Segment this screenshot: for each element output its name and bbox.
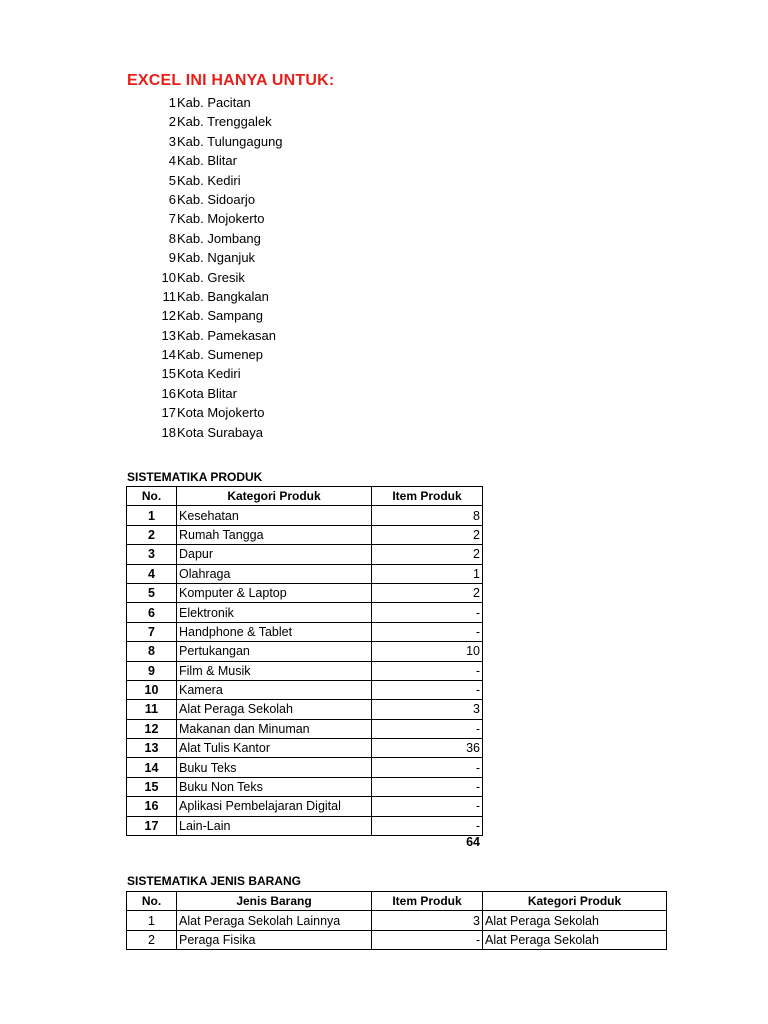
cell-kategori: Alat Peraga Sekolah: [483, 911, 667, 930]
region-item: [127, 287, 427, 306]
cell-item: 10: [372, 642, 483, 661]
header-no: No.: [127, 487, 177, 506]
header-no: No.: [127, 892, 177, 911]
cell-no: 1: [127, 506, 177, 525]
produk-section-title: SISTEMATIKA PRODUK: [127, 470, 263, 484]
region-item: [127, 171, 427, 190]
table-row: [127, 583, 483, 602]
table-row: [127, 603, 483, 622]
cell-item: -: [372, 777, 483, 796]
table-row: [127, 525, 483, 544]
table-row: [127, 719, 483, 738]
region-item: [127, 190, 427, 209]
cell-no: 5: [127, 583, 177, 602]
region-name: Kab. Kediri: [177, 172, 241, 188]
region-name: Kab. Pamekasan: [177, 327, 277, 343]
cell-item: 3: [372, 700, 483, 719]
table-row: [127, 911, 667, 930]
cell-no: 3: [127, 545, 177, 564]
cell-kategori: Lain-Lain: [177, 816, 372, 835]
region-name: Kota Surabaya: [177, 424, 264, 440]
cell-kategori: Alat Tulis Kantor: [177, 739, 372, 758]
cell-kategori: Alat Peraga Sekolah: [177, 700, 372, 719]
cell-kategori: Kesehatan: [177, 506, 372, 525]
page-heading: EXCEL INI HANYA UNTUK:: [127, 72, 335, 89]
region-number: 18: [161, 424, 176, 440]
table-row: [127, 506, 483, 525]
cell-jenis: Peraga Fisika: [177, 930, 372, 949]
region-item: [127, 132, 427, 151]
cell-item: -: [372, 603, 483, 622]
table-row: [127, 797, 483, 816]
region-name: Kab. Nganjuk: [177, 250, 256, 266]
cell-no: 9: [127, 661, 177, 680]
cell-no: 10: [127, 680, 177, 699]
region-name: Kab. Sidoarjo: [177, 191, 256, 207]
region-number: 2: [168, 114, 176, 130]
region-item: [127, 384, 427, 403]
region-item: [127, 306, 427, 325]
header-jenis: Jenis Barang: [177, 892, 372, 911]
table-row: [127, 680, 483, 699]
cell-no: 15: [127, 777, 177, 796]
produk-header-row: [127, 487, 483, 506]
region-item: [127, 423, 427, 442]
region-item: [127, 248, 427, 267]
region-item: [127, 209, 427, 228]
table-row: [127, 622, 483, 641]
header-kategori: Kategori Produk: [483, 892, 667, 911]
cell-no: 8: [127, 642, 177, 661]
cell-item: -: [372, 661, 483, 680]
table-row: [127, 661, 483, 680]
region-name: Kab. Blitar: [177, 153, 237, 169]
region-item: [127, 112, 427, 131]
region-number: 3: [168, 133, 176, 149]
region-number: 11: [162, 288, 176, 304]
cell-kategori: Handphone & Tablet: [177, 622, 372, 641]
region-number: 16: [161, 385, 176, 401]
region-number: 15: [161, 366, 176, 382]
region-name: Kota Blitar: [177, 385, 237, 401]
table-row: [127, 700, 483, 719]
cell-item: 1: [372, 564, 483, 583]
table-row: [127, 739, 483, 758]
region-name: Kab. Sumenep: [177, 347, 264, 363]
jenis-header-row: [127, 892, 667, 911]
cell-kategori: Film & Musik: [177, 661, 372, 680]
region-item: [127, 403, 427, 422]
cell-kategori: Pertukangan: [177, 642, 372, 661]
region-number: 13: [161, 327, 176, 343]
region-item: [127, 229, 427, 248]
cell-kategori: Buku Teks: [177, 758, 372, 777]
cell-item: -: [372, 797, 483, 816]
jenis-section-title: SISTEMATIKA JENIS BARANG: [127, 874, 302, 888]
cell-no: 17: [127, 816, 177, 835]
table-row: [127, 545, 483, 564]
cell-item: -: [372, 680, 483, 699]
cell-item: -: [372, 622, 483, 641]
cell-item: 2: [372, 545, 483, 564]
cell-kategori: Kamera: [177, 680, 372, 699]
region-number: 5: [168, 172, 176, 188]
region-name: Kab. Pacitan: [177, 95, 251, 110]
region-name: Kab. Trenggalek: [177, 114, 272, 130]
cell-item: 36: [372, 739, 483, 758]
cell-no: 13: [127, 739, 177, 758]
produk-table: [126, 486, 483, 836]
region-item: [127, 364, 427, 383]
cell-kategori: Alat Peraga Sekolah: [483, 930, 667, 949]
cell-item: -: [372, 758, 483, 777]
cell-item: 2: [372, 583, 483, 602]
table-row: [127, 930, 667, 949]
region-number: 10: [161, 269, 176, 285]
cell-kategori: Rumah Tangga: [177, 525, 372, 544]
cell-no: 6: [127, 603, 177, 622]
region-name: Kab. Bangkalan: [177, 288, 269, 304]
region-number: 6: [168, 191, 176, 207]
region-item: [127, 93, 427, 112]
produk-total: 64: [466, 835, 480, 849]
cell-kategori: Elektronik: [177, 603, 372, 622]
jenis-table: [126, 891, 667, 950]
region-number: 9: [168, 250, 176, 266]
region-name: Kab. Gresik: [177, 269, 245, 285]
region-item: [127, 151, 427, 170]
region-list: [127, 93, 427, 442]
table-row: [127, 758, 483, 777]
cell-item: -: [372, 930, 483, 949]
region-number: 17: [161, 405, 176, 421]
cell-item: -: [372, 816, 483, 835]
cell-no: 4: [127, 564, 177, 583]
cell-item: -: [372, 719, 483, 738]
region-number: 1: [168, 95, 176, 110]
region-item: [127, 326, 427, 345]
header-kategori: Kategori Produk: [177, 487, 372, 506]
table-row: [127, 816, 483, 835]
region-name: Kab. Mojokerto: [177, 211, 265, 227]
cell-no: 16: [127, 797, 177, 816]
table-row: [127, 642, 483, 661]
cell-kategori: Buku Non Teks: [177, 777, 372, 796]
cell-no: 11: [127, 700, 177, 719]
cell-kategori: Olahraga: [177, 564, 372, 583]
cell-kategori: Makanan dan Minuman: [177, 719, 372, 738]
cell-item: 8: [372, 506, 483, 525]
header-item: Item Produk: [372, 892, 483, 911]
cell-no: 1: [127, 911, 177, 930]
region-name: Kab. Sampang: [177, 308, 264, 324]
region-number: 12: [161, 308, 176, 324]
region-number: 4: [168, 153, 176, 169]
region-name: Kab. Tulungagung: [177, 133, 283, 149]
region-number: 8: [168, 230, 176, 246]
cell-no: 2: [127, 525, 177, 544]
cell-no: 2: [127, 930, 177, 949]
region-name: Kota Mojokerto: [177, 405, 265, 421]
region-number: 7: [168, 211, 176, 227]
region-item: [127, 345, 427, 364]
cell-item: 3: [372, 911, 483, 930]
cell-kategori: Aplikasi Pembelajaran Digital: [177, 797, 372, 816]
cell-kategori: Komputer & Laptop: [177, 583, 372, 602]
region-name: Kab. Jombang: [177, 230, 261, 246]
cell-no: 14: [127, 758, 177, 777]
table-row: [127, 777, 483, 796]
cell-item: 2: [372, 525, 483, 544]
cell-kategori: Dapur: [177, 545, 372, 564]
cell-no: 12: [127, 719, 177, 738]
region-number: 14: [161, 347, 176, 363]
region-name: Kota Kediri: [177, 366, 241, 382]
cell-no: 7: [127, 622, 177, 641]
cell-jenis: Alat Peraga Sekolah Lainnya: [177, 911, 372, 930]
header-item: Item Produk: [372, 487, 483, 506]
region-item: [127, 268, 427, 287]
table-row: [127, 564, 483, 583]
